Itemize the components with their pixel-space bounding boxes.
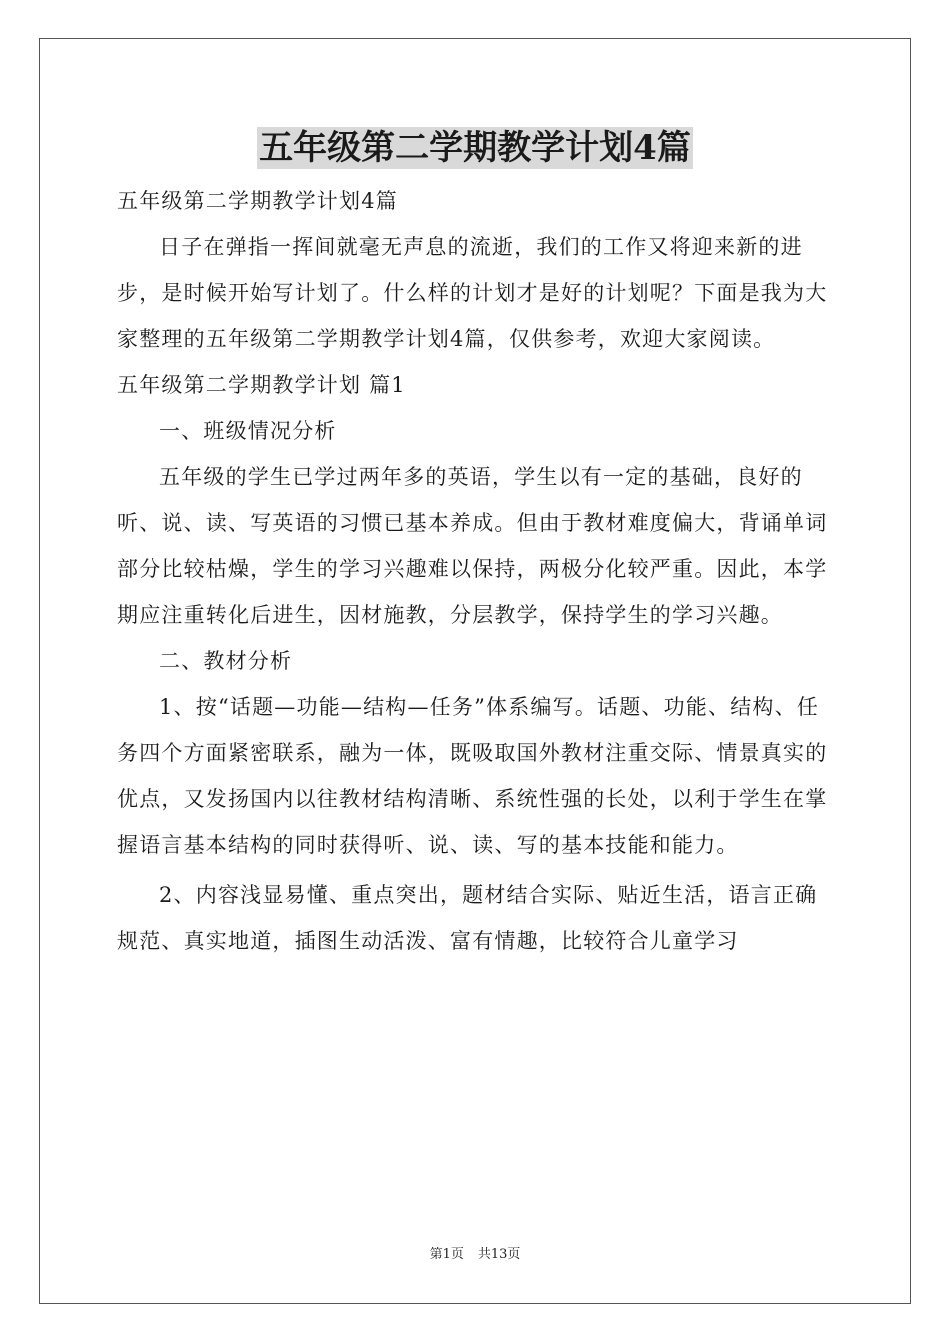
document-title: 五年级第二学期教学计划4篇 [259, 128, 691, 168]
subsection-heading: 一、班级情况分析 [159, 419, 337, 443]
page-footer [0, 1246, 950, 1264]
subtitle-paragraph: 五年级第二学期教学计划4篇 [117, 189, 398, 213]
body-paragraph: 2、内容浅显易懂、重点突出，题材结合实际、贴近生活，语言正确规范、真实地道，插图生动活泼、富有情趣，比较符合儿童学习 [117, 883, 818, 953]
document-body [117, 178, 835, 964]
intro-paragraph: 日子在弹指一挥间就毫无声息的流逝，我们的工作又将迎来新的进步，是时候开始写计划了。什么样的计划才是好的计划呢？下面是我为大家整理的五年级第二学期教学计划4篇，仅供参考，欢迎大家阅读。 [117, 235, 828, 351]
page-number: 第1页 [429, 1247, 464, 1262]
page-total: 共13页 [477, 1247, 521, 1262]
title-wrap [0, 127, 950, 169]
subsection-heading: 二、教材分析 [159, 649, 293, 673]
body-paragraph: 1、按“话题—功能—结构—任务”体系编写。话题、功能、结构、任务四个方面紧密联系，融为一体，既吸取国外教材注重交际、情景真实的优点，又发扬国内以往教材结构清晰、系统性强的长处，以利于学生在掌握语言基本结构的同时获得听、说、读、写的基本技能和能力。 [117, 695, 828, 857]
section-heading: 五年级第二学期教学计划 篇1 [117, 373, 406, 397]
body-paragraph: 五年级的学生已学过两年多的英语，学生以有一定的基础，良好的听、说、读、写英语的习惯已基本养成。但由于教材难度偏大，背诵单词部分比较枯燥，学生的学习兴趣难以保持，两极分化较严重。因此，本学期应注重转化后进生，因材施教，分层教学，保持学生的学习兴趣。 [117, 465, 828, 627]
